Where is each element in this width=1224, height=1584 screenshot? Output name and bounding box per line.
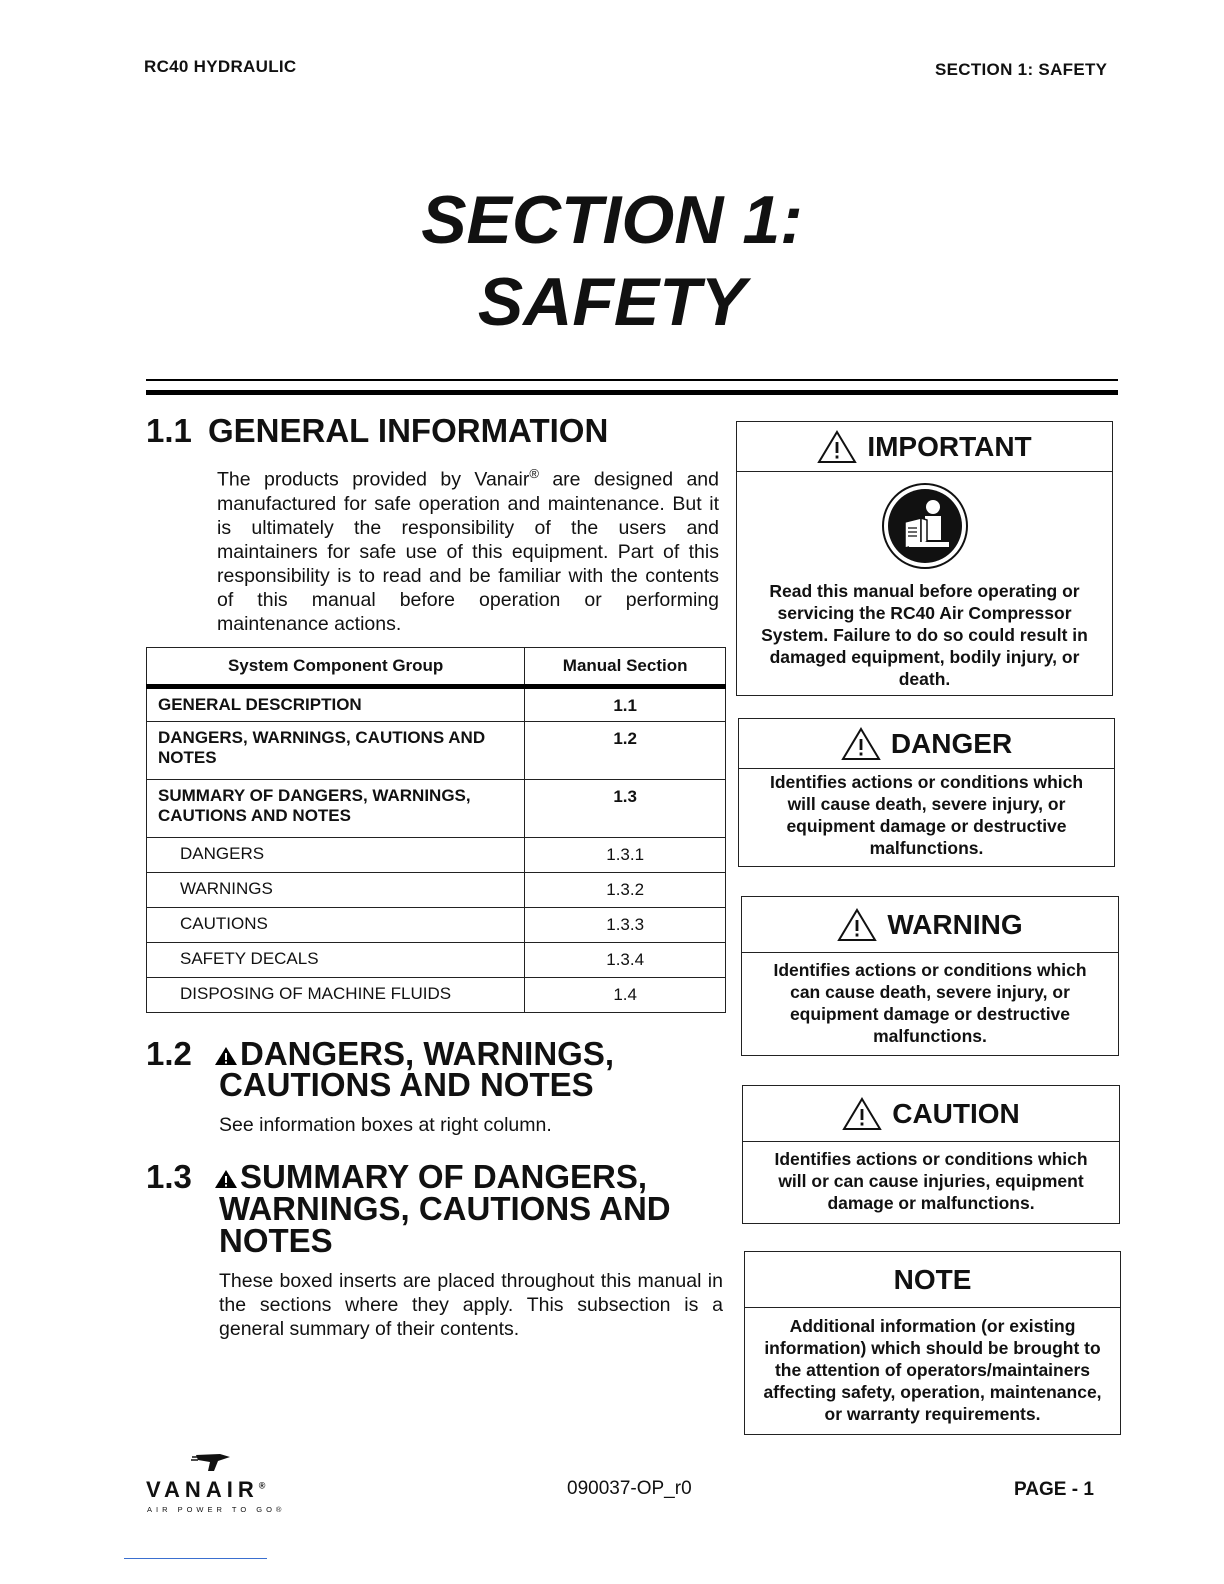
note-box-text: Additional information (or existing information) which should be brought to the attention of operators/maintainers affecting safety, operation, maintenance, or warranty requirements. [763,1316,1102,1424]
danger-box-header: DANGER [739,719,1114,769]
vanair-tagline: AIR POWER TO GO® [147,1505,286,1514]
section-1-3-heading-line3: NOTES [219,1222,333,1259]
caution-box-text: Identifies actions or conditions which will or can cause injuries, equipment damage or malfunctions. [774,1149,1088,1213]
warning-box-text: Identifies actions or conditions which can cause death, severe injury, or equipment damage or destructive malfunctions. [773,960,1087,1046]
header-right: SECTION 1: SAFETY [935,60,1108,79]
important-box-header: IMPORTANT [737,422,1112,472]
section-1-3-heading-line2: WARNINGS, CAUTIONS AND [219,1190,671,1227]
table-row: CAUTIONS 1.3.3 [147,908,726,943]
table-row: SAFETY DECALS 1.3.4 [147,943,726,978]
header-left: RC40 HYDRAULIC [144,57,297,76]
table-row: SUMMARY OF DANGERS, WARNINGS, CAUTIONS AND NOTES 1.3 [147,780,726,838]
page-title-line2: SAFETY [477,264,747,340]
warning-triangle-icon [214,1169,238,1189]
section-1-2-heading: 1.2 DANGERS, WARNINGS, [146,1035,615,1072]
read-manual-icon [881,482,969,570]
note-box-header: NOTE [745,1252,1120,1308]
caution-box [742,1085,1120,1224]
section-1-3-paragraph: These boxed inserts are placed throughout this manual in the sections where they apply. This subsection is a general summary of their contents. [219,1270,723,1340]
warning-box [741,896,1119,1056]
system-component-table [146,647,726,1013]
vanair-logo-icon [190,1451,238,1478]
table-header-section: Manual Section [525,648,726,687]
title-rule-thin [146,379,1118,381]
warning-triangle-icon [214,1046,238,1066]
table-row: DISPOSING OF MACHINE FLUIDS 1.4 [147,978,726,1013]
warning-triangle-icon [817,430,857,464]
section-1-2-heading-line2: CAUTIONS AND NOTES [219,1066,594,1103]
section-1-1-heading: 1.1 GENERAL INFORMATION [146,412,609,449]
danger-box-text: Identifies actions or conditions which will cause death, severe injury, or equipment damage or destructive malfunctions. [769,772,1084,858]
warning-triangle-icon [841,727,881,761]
bottom-divider [124,1558,267,1559]
note-box [744,1251,1121,1435]
read-manual-icon-wrap [737,472,1112,580]
caution-box-header: CAUTION [743,1086,1119,1142]
table-row: WARNINGS 1.3.2 [147,873,726,908]
table-row: DANGERS, WARNINGS, CAUTIONS AND NOTES 1.2 [147,722,726,780]
warning-box-header: WARNING [742,897,1118,953]
warning-triangle-icon [842,1097,882,1131]
page-title-line1: SECTION 1: [421,182,803,258]
danger-box [738,718,1115,867]
table-header-group: System Component Group [147,648,525,687]
table-row: GENERAL DESCRIPTION 1.1 [147,687,726,722]
section-1-3-heading: 1.3 SUMMARY OF DANGERS, [146,1158,648,1195]
warning-triangle-icon [837,908,877,942]
section-1-2-paragraph: See information boxes at right column. [219,1114,552,1136]
document-code: 090037-OP_r0 [567,1478,692,1499]
title-rule-thick [146,390,1118,395]
important-box-text: Read this manual before operating or servicing the RC40 Air Compressor System. Failure to do so could result in damaged equipment, bodily injury, or death. [761,581,1088,689]
page-number: PAGE - 1 [1014,1479,1094,1500]
vanair-logo-text: VANAIR® [146,1477,266,1502]
table-row: DANGERS 1.3.1 [147,838,726,873]
section-1-1-paragraph: The products provided by Vanair® are designed and manufactured for safe operation and maintenance. But it is ultimately the responsibility of the users and maintainers for safe use of this equipment. Part of this responsibility is to read and be familiar with the contents of this manual before operation or performing maintenance actions. [217,466,719,635]
important-box [736,421,1113,696]
